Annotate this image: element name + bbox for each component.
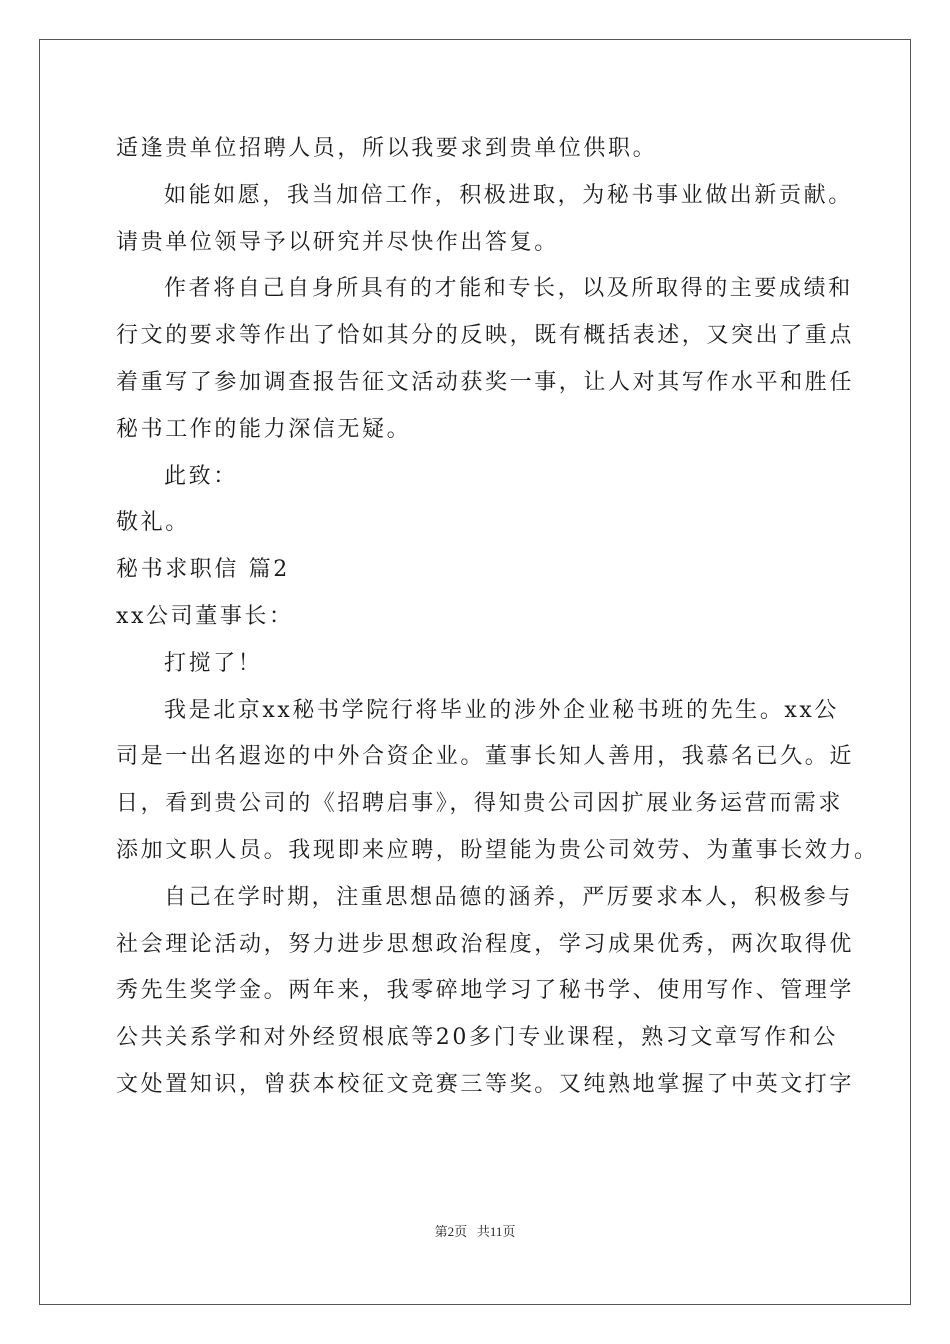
paragraph-start: 作者将自己自身所具有的才能和专长，以及所取得的主要成绩和 — [164, 276, 853, 302]
section-title: 秘书求职信 篇2 — [116, 557, 290, 583]
text-line: 适逢贵单位招聘人员，所以我要求到贵单位供职。 — [116, 136, 658, 161]
text-line: 秀先生奖学金。两年来，我零碎地学习了秘书学、使用写作、管理学 — [116, 978, 855, 1004]
text-line: 着重写了参加调查报告征文活动获奖一事，让人对其写作水平和胜任 — [116, 369, 855, 395]
text-line: 行文的要求等作出了恰如其分的反映，既有概括表述，又突出了重点 — [116, 323, 855, 349]
closing-regards: 敬礼。 — [116, 510, 190, 536]
text-line: 文处置知识，曾获本校征文竞赛三等奖。又纯熟地掌握了中英文打字 — [116, 1071, 855, 1097]
paragraph-start: 自己在学时期，注重思想品德的涵养，严厉要求本人，积极参与 — [164, 884, 853, 910]
document-body — [116, 126, 879, 1109]
text-line: 社会理论活动，努力进步思想政治程度，学习成果优秀，两次取得优 — [116, 931, 855, 957]
paragraph-start: 我是北京xx秘书学院行将毕业的涉外企业秘书班的先生。xx公 — [164, 697, 840, 723]
page-number-footer: 第2页 共11页 — [434, 1224, 516, 1239]
letter-greeting: 打搅了！ — [164, 650, 263, 676]
letter-addressee: xx公司董事长： — [116, 603, 294, 629]
text-line: 司是一出名遐迩的中外合资企业。董事长知人善用，我慕名已久。近 — [116, 744, 855, 770]
text-line: 添加文职人员。我现即来应聘，盼望能为贵公司效劳、为董事长效力。 — [116, 837, 879, 863]
text-line: 请贵单位领导予以研究并尽快作出答复。 — [116, 229, 559, 255]
text-line: 秘书工作的能力深信无疑。 — [116, 416, 412, 442]
text-line: 公共关系学和对外经贸根底等20多门专业课程，熟习文章写作和公 — [116, 1025, 838, 1051]
paragraph-start: 如能如愿，我当加倍工作，积极进取，为秘书事业做出新贡献。 — [164, 182, 853, 208]
closing-salutation: 此致： — [164, 463, 238, 489]
text-line: 日，看到贵公司的《招聘启事》，得知贵公司因扩展业务运营而需求 — [116, 791, 844, 817]
